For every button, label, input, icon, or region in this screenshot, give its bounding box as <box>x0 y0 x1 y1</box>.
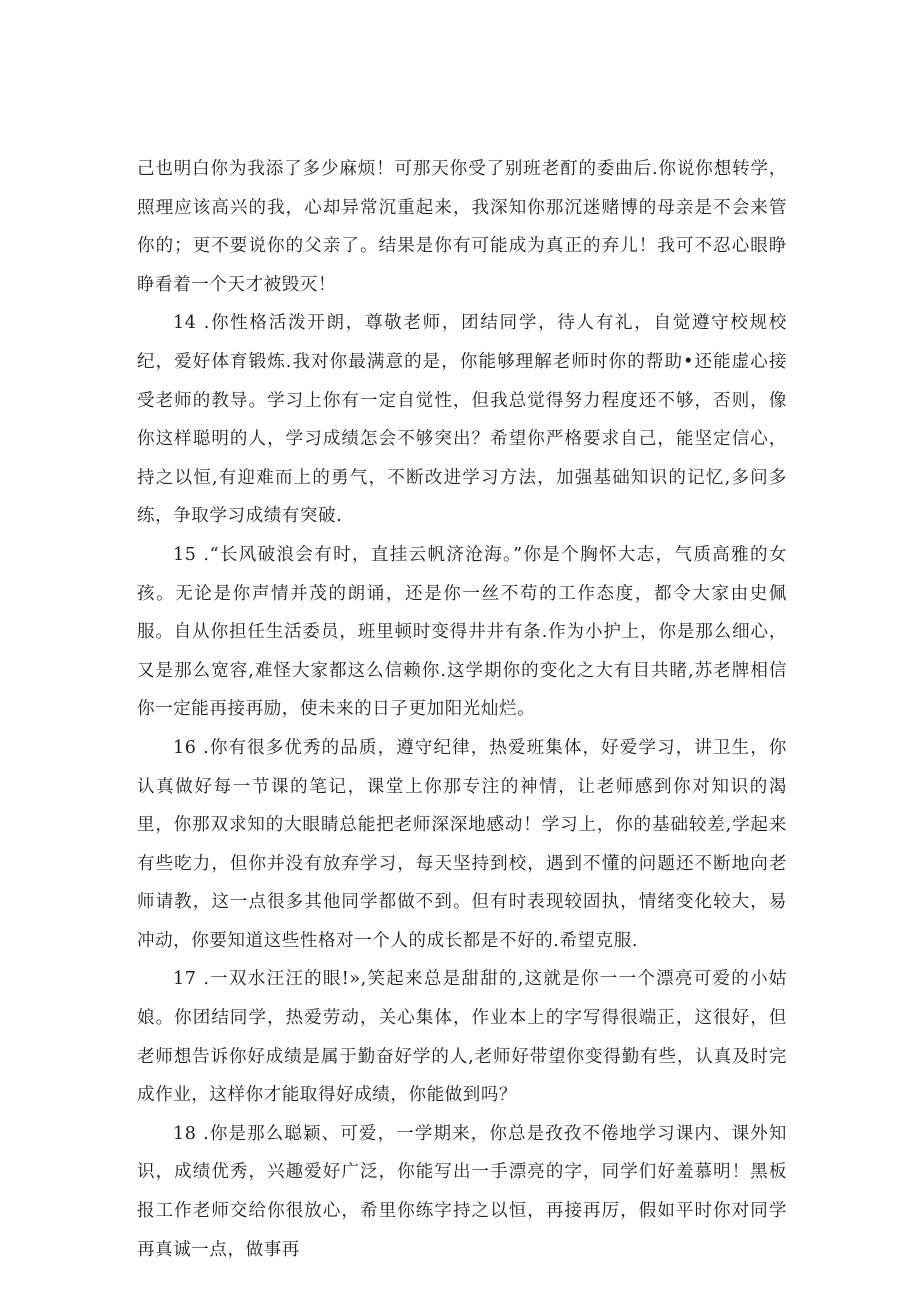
paragraph-continued: 己也明白你为我添了多少麻烦！可那天你受了别班老酊的委曲后.你说你想转学，照理应该高兴的我，心却异常沉重起来，我深知你那沉迷赌博的母亲是不会来管你的；更不要说你的父亲了。结果是你有可能成为真正的弃儿！我可不忍心眼睁睁看着一个天才被毁灭！ <box>137 159 787 295</box>
paragraph-17: 17 .一双水汪汪的眼!»,笑起来总是甜甜的,这就是你一一个漂亮可爱的小姑娘。你团结同学，热爱劳动，关心集体，作业本上的字写得很端正，这很好，但老师想告诉你好成绩是属于勤奋好学的人,老师好带望你变得勤有些，认真及时完成作业，这样你才能取得好成绩，你能做到吗？ <box>137 969 787 1106</box>
paragraph-14: 14 .你性格活泼开朗，尊敬老师，团结同学，待人有礼，自觉遵守校规校纪，爱好体育锻炼.我对你最满意的是，你能够理解老师时你的帮助•还能虚心接受老师的教导。学习上你有一定自觉性，但我总觉得努力程度还不够，否则，像你这样聪明的人，学习成绩怎会不够突出？希望你严格要求自己，能坚定信心，持之以恒,有迎难而上的勇气，不断改进学习方法，加强基础知识的记忆,多问多练，争取学习成绩有突破. <box>137 313 787 527</box>
paragraph-18: 18 .你是那么聪颖、可爱，一学期来，你总是孜孜不倦地学习课内、课外知识，成绩优秀，兴趣爱好广泛，你能写出一手漂亮的字，同学们好羞慕明！黑板报工作老师交给你很放心，希里你练字持之以恒，再接再厉，假如平时你对同学再真诚一点，做事再 <box>137 1123 787 1260</box>
paragraph-16: 16 .你有很多优秀的品质，遵守纪律，热爱班集体，好爱学习，讲卫生，你认真做好每一节课的笔记，课堂上你那专注的神情，让老师感到你对知识的渴里，你那双求知的大眼睛总能把老师深深地感动！学习上，你的基础较差,学起来有些吃力，但你并没有放弃学习，每天坚持到校，遇到不懂的问题还不断地向老师请教，这一点很多其他同学都做不到。但有时表现较固执，情绪变化较大，易冲动，你要知道这些性格对一个人的成长都是不好的.希望克服. <box>137 737 787 951</box>
paragraph-15: 15 .“长风破浪会有时，直挂云帆济沧海。”你是个胸怀大志，气质高雅的女孩。无论是你声情并茂的朗诵，还是你一丝不苟的工作态度，都令大家由史佩服。自从你担任生活委员，班里顿时变得井井有条.作为小护上，你是那么细心，又是那么宽容,难怪大家都这么信赖你.这学期你的变化之大有目共睹,苏老牌相信你一定能再接再励，使未来的日子更加阳光灿烂。 <box>137 544 787 720</box>
document-body <box>137 150 787 1269</box>
